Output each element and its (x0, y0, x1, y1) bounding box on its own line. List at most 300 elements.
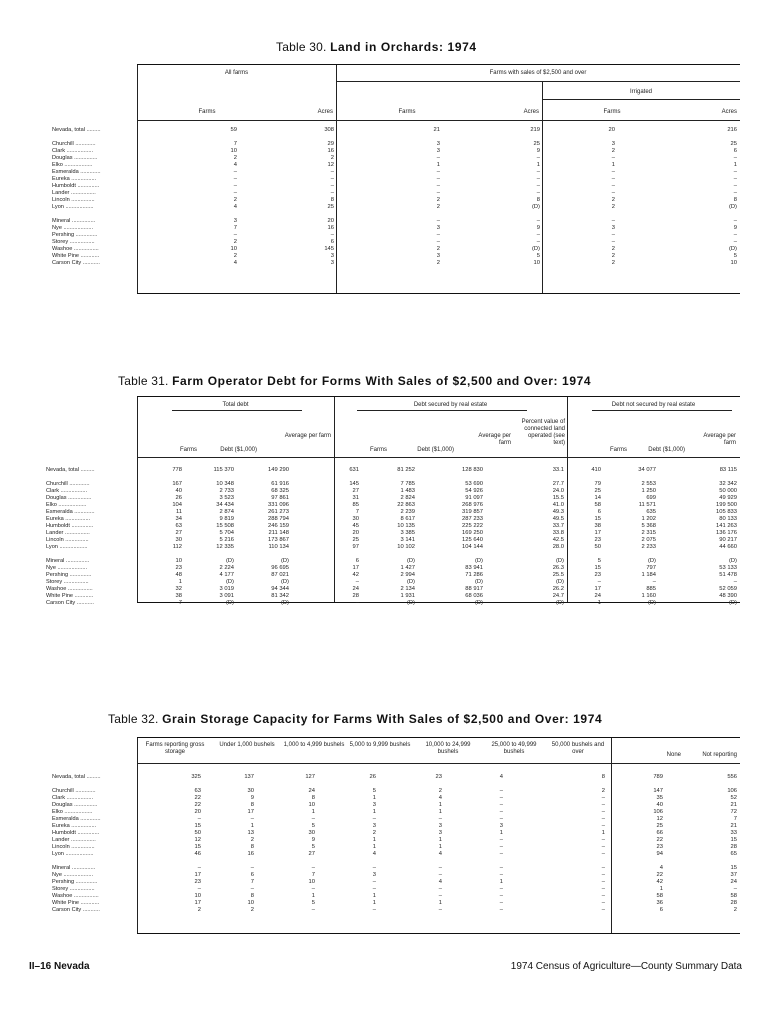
table31-cell: 33.7 (552, 523, 564, 529)
table30-cell: – (733, 169, 737, 175)
table30-cell (400, 134, 440, 141)
table30-cell: – (733, 239, 737, 245)
table31-cell: 28 (352, 593, 359, 599)
table31-sub-2 (357, 410, 527, 411)
table30-cell: 219 (530, 127, 540, 133)
table32-hdr-none: None (666, 752, 681, 758)
table30-cell: 9 (733, 225, 737, 231)
table32-cell (161, 781, 201, 788)
table30-cell: 20 (608, 127, 615, 133)
table30-cell: – (536, 169, 540, 175)
table31-row-label: Nevada, total ......... (46, 467, 95, 473)
table30-cell: 1 (733, 162, 737, 168)
table30-cell: 20 (327, 218, 334, 224)
table31-cell: 40 (175, 488, 182, 494)
table31-cell: 32 (175, 586, 182, 592)
table31-cell (439, 474, 483, 481)
table30-cell: 25 (533, 141, 540, 147)
table32-cell: 4 (372, 851, 376, 857)
table31-cell: 797 (646, 565, 656, 571)
table31-cell: 1 (597, 600, 601, 606)
table30-hrule-3 (137, 120, 740, 121)
table30-row-label: Eureka ................ (52, 176, 97, 182)
table31-cell: 169 250 (462, 530, 483, 536)
table32-cell: – (250, 816, 254, 822)
table32-cell: 21 (730, 823, 737, 829)
table31-cell: 5 368 (641, 523, 656, 529)
table30-cell: – (733, 155, 737, 161)
table32-cell (697, 781, 737, 788)
table30-cell (500, 134, 540, 141)
table31-cell: 4 177 (219, 572, 234, 578)
table32-cell: – (601, 865, 605, 871)
table32-cell: 17 (194, 872, 201, 878)
table32-cell: 5 (311, 823, 315, 829)
table30-cell: (D) (531, 246, 540, 252)
table31-row-label (46, 551, 136, 558)
table32-cell: 25 (656, 823, 663, 829)
table31-cell: 41.0 (552, 502, 564, 508)
table30-hdr-farms-1: Farms (198, 109, 216, 115)
table31-cell: 26.3 (552, 565, 564, 571)
table32-cell: – (311, 907, 315, 913)
table32-cell: 58 (730, 893, 737, 899)
table31-sub-1 (172, 410, 302, 411)
table31-cell (612, 474, 656, 481)
table31-cell: 42.5 (552, 537, 564, 543)
table30-cell: 9 (536, 148, 540, 154)
table31-cell: 10 135 (397, 523, 415, 529)
table31-cell: 23 (594, 537, 601, 543)
table32-cell: 3 (438, 830, 442, 836)
table30-cell: 308 (324, 127, 334, 133)
table32-cell: – (601, 900, 605, 906)
table30-cell: – (233, 169, 237, 175)
table30-cell (575, 211, 615, 218)
table32-cell: – (499, 844, 503, 850)
table32-cell: 22 (194, 795, 201, 801)
table31-column-3 (245, 467, 289, 607)
table32-cell: – (601, 795, 605, 801)
table30-cell: – (436, 155, 440, 161)
table32-cell: – (499, 816, 503, 822)
table31-hdr-avg-2: Average per farm (478, 433, 511, 446)
table32-hdr-50000: 50,000 bushels and over (551, 742, 605, 755)
table31-cell: (D) (225, 600, 234, 606)
table31-number: Table 31. (118, 374, 169, 388)
table32-cell: – (601, 844, 605, 850)
table31-cell: 34 434 (216, 502, 234, 508)
table30-row-label: Elko .................. (52, 162, 93, 168)
table30-row-label: Storey ................ (52, 239, 95, 245)
table30-cell: 8 (536, 197, 540, 203)
table32-column-1 (161, 774, 201, 914)
table32-cell: 66 (656, 830, 663, 836)
table31-cell (693, 551, 737, 558)
table31-cell (557, 551, 601, 558)
table31-cell: 94 344 (271, 586, 289, 592)
table32-cell: 1 (250, 823, 254, 829)
table32-cell: 27 (308, 851, 315, 857)
table30-cell: 8 (330, 197, 334, 203)
table32-cell: – (499, 795, 503, 801)
table30-hdr-farms-3: Farms (603, 109, 621, 115)
table31-cell: 87 021 (271, 572, 289, 578)
table31-cell: 34 077 (638, 467, 656, 473)
table31-row-label: Storey ................ (46, 579, 89, 585)
table30-cell: – (611, 239, 615, 245)
table30-cell: 4 (233, 260, 237, 266)
table31-cell: (D) (225, 579, 234, 585)
table30-cell: 59 (230, 127, 237, 133)
table31-cell: (D) (647, 600, 656, 606)
table31-cell: 3 091 (219, 593, 234, 599)
table31-cell: (D) (474, 558, 483, 564)
table31-cell: 17 (594, 586, 601, 592)
table31-cell: 27 (175, 530, 182, 536)
table31-row-label: Clark ................. (46, 488, 88, 494)
table30-cell: – (536, 155, 540, 161)
table30-hdr-irrigated: Irrigated (629, 89, 652, 95)
table30-row-label: Douglas ............... (52, 155, 98, 161)
table30-hdr-acres-1: Acres (317, 109, 333, 115)
table31-cell: (D) (647, 558, 656, 564)
table31-cell (315, 551, 359, 558)
table31-cell: 38 (175, 593, 182, 599)
table31-cell: 128 830 (462, 467, 483, 473)
table32-number: Table 32. (108, 712, 159, 726)
table31-cell: (D) (555, 579, 564, 585)
table31-cell: 63 (175, 523, 182, 529)
table31-cell: 2 233 (641, 544, 656, 550)
table31-cell: (D) (728, 600, 737, 606)
table30-cell: – (611, 190, 615, 196)
table32-column-5 (402, 774, 442, 914)
table31-row-label: Douglas ............... (46, 495, 92, 501)
table30-cell: 2 (436, 260, 440, 266)
table32-cell: – (372, 879, 376, 885)
table31-cell (439, 551, 483, 558)
table30-cell: 4 (233, 204, 237, 210)
table32-cell: 6 (250, 872, 254, 878)
table30-cell: – (330, 232, 334, 238)
table31-cell: 15 508 (216, 523, 234, 529)
table30-cell: 2 (611, 253, 615, 259)
table31-row-label: Nye ................... (46, 565, 88, 571)
table31-row-label: Washoe ................ (46, 586, 93, 592)
table30-cell: 2 (233, 155, 237, 161)
table31-cell: 410 (591, 467, 601, 473)
table32-stub-divider (137, 738, 138, 933)
table31-cell: 7 (178, 600, 182, 606)
table32-cell: 1 (438, 837, 442, 843)
table31-column-4 (315, 467, 359, 607)
table31-cell: 85 (352, 502, 359, 508)
table31-column-10 (693, 467, 737, 607)
table30-cell: – (436, 169, 440, 175)
table30-cell: – (733, 176, 737, 182)
table31-cell: 6 (355, 558, 359, 564)
table32-cell: 2 (250, 907, 254, 913)
table32-row-label: Washoe ................ (52, 893, 99, 899)
table30-cell: 8 (733, 197, 737, 203)
table32-cell: 42 (656, 879, 663, 885)
table31-cell: 136 176 (716, 530, 737, 536)
table32-cell: 21 (730, 802, 737, 808)
table32-cell (214, 858, 254, 865)
table30-cell: – (536, 190, 540, 196)
table30-cell: 2 (611, 246, 615, 252)
table30-row-label: Nye ................... (52, 225, 94, 231)
table31-cell: – (597, 579, 601, 585)
table31-cell: 268 976 (462, 502, 483, 508)
table30-cell: 10 (230, 148, 237, 154)
table32-cell: 28 (730, 844, 737, 850)
table31-column-9 (612, 467, 656, 607)
table31-cell: 30 (352, 516, 359, 522)
table32-cell (336, 781, 376, 788)
table31-cell: 2 874 (219, 509, 234, 515)
table31-cell: 26 (175, 495, 182, 501)
table31-row-label: Churchill ............. (46, 481, 90, 487)
table32-hrule (137, 763, 740, 764)
table32-cell: – (733, 886, 737, 892)
table32-cell: – (311, 816, 315, 822)
table30-row-label: Lincoln ............... (52, 197, 95, 203)
table32-cell: 1 (438, 900, 442, 906)
table32-cell: 6 (659, 907, 663, 913)
table32-cell: – (311, 886, 315, 892)
table31-cell (190, 551, 234, 558)
table31-cell: 30 (175, 537, 182, 543)
table30-cell: 2 (330, 155, 334, 161)
table31-cell: 331 096 (268, 502, 289, 508)
table31-hrule (137, 457, 740, 458)
table32-cell: 8 (250, 844, 254, 850)
table31-cell: 1 160 (641, 593, 656, 599)
table32-cell: – (197, 865, 201, 871)
table32-cell: – (499, 802, 503, 808)
table30-title (276, 40, 477, 54)
table30-cell: 2 (233, 197, 237, 203)
table31-cell: 33.8 (552, 530, 564, 536)
table31-cell: 49.5 (552, 516, 564, 522)
table32-cell: 137 (244, 774, 254, 780)
table32-cell: 8 (311, 795, 315, 801)
table30-row-label (52, 211, 136, 218)
table31-cell: (D) (728, 558, 737, 564)
table32-cell: – (601, 809, 605, 815)
table30-cell: 5 (536, 253, 540, 259)
table31-hdr-not-secured: Debt not secured by real estate (611, 402, 696, 408)
table32-cell: – (197, 886, 201, 892)
table30-cell: 29 (327, 141, 334, 147)
table31-cell: 5 (597, 558, 601, 564)
table31-cell: 17 (594, 530, 601, 536)
table32-cell: 94 (656, 851, 663, 857)
table31-hdr-debt-3: Debt ($1,000) (648, 447, 685, 453)
table32-cell: – (499, 872, 503, 878)
table32-cell: – (499, 809, 503, 815)
table32-hdr-10000: 10,000 to 24,999 bushels (425, 742, 471, 755)
table32-cell: 1 (659, 886, 663, 892)
table31-cell: 24.0 (552, 488, 564, 494)
table30-row-labels (52, 127, 136, 267)
table32-cell: 2 (372, 830, 376, 836)
table31-cell: 104 144 (462, 544, 483, 550)
table30-cell: 2 (233, 239, 237, 245)
table32-cell: 5 (311, 900, 315, 906)
table30-cell: – (436, 218, 440, 224)
table31-cell: (D) (225, 558, 234, 564)
table32-cell: 2 (601, 788, 605, 794)
table32-cell: 7 (733, 816, 737, 822)
table31-cell: 71 286 (465, 572, 483, 578)
table31-cell: 38 (594, 523, 601, 529)
table32-hdr-5000: 5,000 to 9,999 bushels (349, 742, 411, 748)
table32-cell: 10 (194, 893, 201, 899)
table30-cell: (D) (728, 246, 737, 252)
table31-cell: 173 867 (268, 537, 289, 543)
table31-cell: 145 (349, 481, 359, 487)
table31-cell: – (733, 579, 737, 585)
table31-cell: 44 660 (719, 544, 737, 550)
table32-cell: 1 (438, 802, 442, 808)
table31-cell: 225 222 (462, 523, 483, 529)
table32-cell: 3 (372, 872, 376, 878)
table30-cell: 6 (733, 148, 737, 154)
table30-cell: – (233, 183, 237, 189)
table30-cell: 145 (324, 246, 334, 252)
table32-cell: 1 (601, 830, 605, 836)
table31-cell: 2 994 (400, 572, 415, 578)
table32-cell: 1 (372, 893, 376, 899)
table32-cell: 40 (656, 802, 663, 808)
table31-cell: 7 785 (400, 481, 415, 487)
table31-cell (245, 551, 289, 558)
table31-cell: 635 (646, 509, 656, 515)
table32-row-label: Clark ................. (52, 795, 94, 801)
table30-cell: 2 (611, 148, 615, 154)
table30-hdr-all-farms: All farms (224, 70, 249, 76)
table30-column-5 (575, 127, 615, 267)
table31-cell: 68 325 (271, 488, 289, 494)
table32-column-7 (565, 774, 605, 914)
table31-cell: 2 733 (219, 488, 234, 494)
table31-cell: (D) (406, 600, 415, 606)
table31-cell: 27.7 (552, 481, 564, 487)
table31-cell (371, 551, 415, 558)
table31-cell (190, 474, 234, 481)
table32-cell: 50 (194, 830, 201, 836)
table31-cell: 105 833 (716, 509, 737, 515)
table31-cell: 80 133 (719, 516, 737, 522)
table31-cell: 9 819 (219, 516, 234, 522)
table31-cell: 58 (594, 502, 601, 508)
table32-cell: 15 (730, 865, 737, 871)
table30-stub-divider (137, 65, 138, 293)
table30-cell: 3 (436, 148, 440, 154)
table32-cell: 22 (656, 872, 663, 878)
table30-cell: 10 (730, 260, 737, 266)
table31-cell: 2 075 (641, 537, 656, 543)
table32-cell: 12 (656, 816, 663, 822)
table32-cell: 10 (247, 900, 254, 906)
table31-cell: 3 385 (400, 530, 415, 536)
table31-cell: 49.3 (552, 509, 564, 515)
table30-cell: – (536, 232, 540, 238)
table31-cell: 10 (175, 558, 182, 564)
table32-cell: – (311, 865, 315, 871)
table30-cell: 3 (436, 141, 440, 147)
table31-row-label: Esmeralda ............. (46, 509, 95, 515)
table30-hdr-farms-2: Farms (398, 109, 416, 115)
table31-cell (138, 474, 182, 481)
table32-cell: 1 (311, 893, 315, 899)
table30-cell: – (611, 155, 615, 161)
table31-hdr-avg-3: Average per farm (703, 433, 736, 446)
table32-cell: 9 (250, 795, 254, 801)
table32-cell: 24 (308, 788, 315, 794)
table31-cell: 7 (355, 509, 359, 515)
table32-cell (214, 781, 254, 788)
table31-cell: (D) (406, 579, 415, 585)
table30-heading: Land in Orchards: 1974 (330, 40, 477, 54)
table30-cell: 25 (730, 141, 737, 147)
table31-cell: 25 (594, 488, 601, 494)
table31-cell: 11 (175, 509, 182, 515)
table31-title (118, 374, 591, 388)
table32-cell: 1 (438, 809, 442, 815)
table32-cell: 147 (653, 788, 663, 794)
table32-cell: – (250, 865, 254, 871)
table31-cell: 83 941 (465, 565, 483, 571)
table30-row-label: Carson City ........... (52, 260, 100, 266)
table32-hdr-25000: 25,000 to 49,999 bushels (491, 742, 537, 755)
table32-cell: 15 (194, 844, 201, 850)
table30-cell: – (611, 183, 615, 189)
table32-cell (275, 858, 315, 865)
table31-hdr-avg-1: Average per farm (284, 433, 331, 439)
table31-column-1 (138, 467, 182, 607)
table31-row-label (46, 474, 136, 481)
table32-cell: – (499, 893, 503, 899)
table32-cell: 3 (438, 823, 442, 829)
table31-cell: 42 (352, 572, 359, 578)
table31-cell: 25 (352, 537, 359, 543)
table31-cell: 12 335 (216, 544, 234, 550)
table31-cell: 1 931 (400, 593, 415, 599)
table30-number: Table 30. (276, 40, 327, 54)
table30-row-label: Washoe ................ (52, 246, 99, 252)
table30-cell: – (330, 183, 334, 189)
table31-cell: 211 148 (268, 530, 289, 536)
table32-cell (565, 781, 605, 788)
table32-cell (402, 781, 442, 788)
table32-cell (402, 858, 442, 865)
table32-cell: 10 (308, 879, 315, 885)
table32-cell: – (601, 893, 605, 899)
table31-hdr-total: Total debt (222, 402, 249, 408)
table32-row-label: Esmeralda ............. (52, 816, 101, 822)
table31-cell: 1 250 (641, 488, 656, 494)
table30-cell: 3 (436, 225, 440, 231)
table31-cell: 28.0 (552, 544, 564, 550)
table30-cell: 6 (330, 239, 334, 245)
table30-row-label: Nevada, total ......... (52, 127, 101, 133)
table31-cell: 24 (594, 593, 601, 599)
table32-row-label: White Pine ............ (52, 900, 100, 906)
